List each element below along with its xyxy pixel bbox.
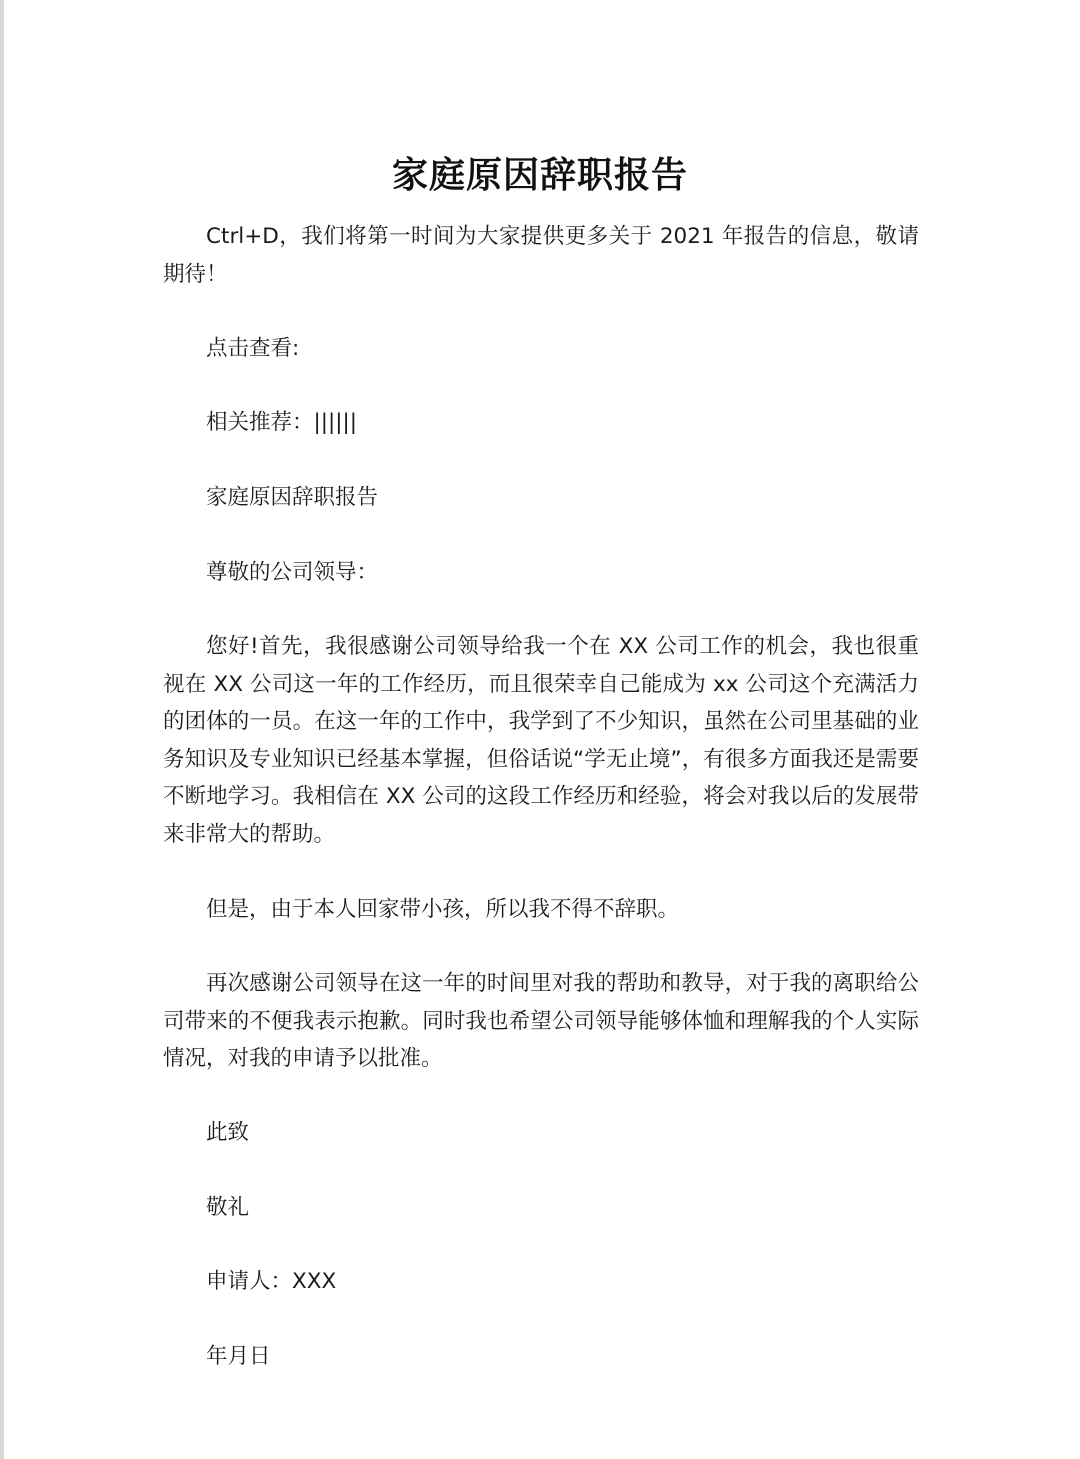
salutation-line: 尊敬的公司领导：: [206, 560, 379, 585]
body-paragraph-3: 再次感谢公司领导在这一年的时间里对我的帮助和教导，对于我的离职给公司带来的不便我表示抱歉。同时我也希望公司领导能够体恤和理解我的个人实际情况，对我的申请予以批准。: [163, 971, 919, 1071]
date-line: 年月日: [206, 1344, 271, 1369]
body-paragraph-1: 您好!首先，我很感谢公司领导给我一个在 XX 公司工作的机会，我也很重视在 XX 公司这一年的工作经历，而且很荣幸自己能成为 xx 公司这个充满活力的团体的一员。在这一年的工作中，我学到了不少知识，虽然在公司里基础的业务知识及专业知识已经基本掌握，但俗话说“学无止境”，有很多方面我还是需要不断地学习。我相信在 XX 公司的这段工作经历和经验，将会对我以后的发展带来非常大的帮助。: [163, 634, 919, 847]
page-edge-divider: [0, 0, 4, 1459]
document-title: 家庭原因辞职报告: [391, 155, 688, 196]
closing-line-1: 此致: [206, 1120, 250, 1145]
closing-line-2: 敬礼: [206, 1195, 250, 1220]
applicant-line: 申请人：XXX: [206, 1269, 337, 1294]
subtitle-line: 家庭原因辞职报告: [206, 485, 379, 510]
body-paragraph-2: 但是，由于本人回家带小孩，所以我不得不辞职。: [206, 897, 680, 922]
related-recommendations-line: 相关推荐：||||||: [206, 410, 357, 435]
intro-paragraph: Ctrl+D，我们将第一时间为大家提供更多关于 2021 年报告的信息，敬请期待！: [163, 224, 919, 287]
click-view-line: 点击查看:: [206, 336, 300, 361]
